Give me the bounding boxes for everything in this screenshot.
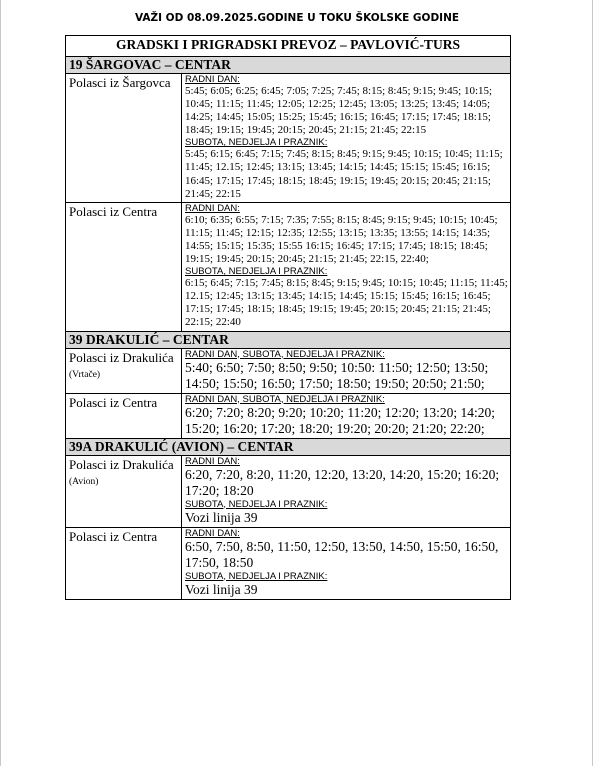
- weekend-heading: SUBOTA, NEDJELJA I PRAZNIK:: [185, 570, 328, 582]
- departure-label: Polasci iz Centra: [66, 202, 182, 331]
- departure-label: Polasci iz Centra: [66, 393, 182, 438]
- weekday-times: 6:50, 7:50, 8:50, 11:50, 12:50, 13:50, 14:50, 15:50, 16:50, 17:50, 18:50: [185, 538, 499, 570]
- weekday-times: 5:45; 6:05; 6:25; 6:45; 7:05; 7:25; 7:45; 8:15; 8:45; 9:15; 9:45; 10:15; 10:45; 11:15; 11:45; 12:05; 12:25; 12:45; 13:05; 13:25; 13:45; 14:05; 14:25; 14:45; 15:05; 15:25; 15:45; 16:15; 16:45; 17:15; 17:45; 18:15; 18:45; 19:15; 19:45; 20:15; 20:45; 21:15; 21:45; 22:15: [185, 85, 493, 137]
- line-39a-header: 39A DRAKULIĆ (AVION) – CENTAR: [66, 438, 511, 455]
- departure-times: [182, 74, 511, 203]
- timetable: [65, 35, 511, 600]
- weekend-heading: SUBOTA, NEDJELJA I PRAZNIK:: [185, 498, 328, 510]
- all-days-heading: RADNI DAN, SUBOTA, NEDJELJA I PRAZNIK:: [185, 393, 385, 405]
- departure-label: Polasci iz Drakulića (Vrtače): [66, 348, 182, 393]
- weekday-heading: RADNI DAN:: [185, 74, 240, 85]
- line-19-row-centar: [66, 202, 511, 331]
- departure-times: [182, 348, 511, 393]
- line-39-header: 39 DRAKULIĆ – CENTAR: [66, 331, 511, 348]
- line-19-row-sargovac: [66, 74, 511, 203]
- line-19-header: 19 ŠARGOVAC – CENTAR: [66, 57, 511, 74]
- departure-times: [182, 393, 511, 438]
- weekend-times: Vozi linija 39: [185, 509, 258, 525]
- all-days-heading: RADNI DAN, SUBOTA, NEDJELJA I PRAZNIK:: [185, 348, 385, 360]
- weekend-times: 5:45; 6:15; 6:45; 7:15; 7:45; 8:15; 8:45; 9:15; 9:45; 10:15; 10:45; 11:15; 11:45; 12.15; 12:45; 13:15; 13:45; 14:15; 14:45; 15:15; 15:45; 16:15; 16:45; 17:15; 17:45; 18:15; 18:45; 19:15; 19:45; 20:15; 20:45; 21:15; 21:45; 22:15: [185, 148, 503, 200]
- weekend-times: Vozi linija 39: [185, 581, 258, 597]
- line-39-row-drakulic: [66, 348, 511, 393]
- departure-times: [182, 455, 511, 527]
- line-39-row-centar: [66, 393, 511, 438]
- weekend-heading: SUBOTA, NEDJELJA I PRAZNIK:: [185, 266, 328, 278]
- weekday-heading: RADNI DAN:: [185, 527, 240, 539]
- departure-times: [182, 527, 511, 599]
- weekend-times: 6:15; 6:45; 7:15; 7:45; 8:15; 8:45; 9:15; 9:45; 10:15; 10:45; 11:15; 11:45; 12.15; 12:45; 13:15; 13:45; 14:15; 14:45; 15:15; 15:45; 16:15; 16:45; 17:15; 17:45; 18:15; 18:45; 19:15; 19:45; 20:15; 20:45; 21:15; 21:45; 22:15; 22:40: [185, 277, 508, 329]
- departure-times: [182, 202, 511, 331]
- weekday-times: 6:10; 6:35; 6:55; 7:15; 7:35; 7:55; 8:15; 8:45; 9:15; 9:45; 10:15; 10:45; 11:15; 11:45; 12:15; 12:35; 12:55; 13:15; 13:35; 13:55; 14:15; 14:35; 14:55; 15:15; 15:35; 15:55 16:15; 16:45; 17:15; 17:45; 18:15; 18:45; 19:15; 19:45; 20:15; 20:45; 21:15; 21:45; 22:15, 22:40;: [185, 213, 498, 266]
- weekday-heading: RADNI DAN:: [185, 455, 240, 467]
- line-39a-row-drakulic: [66, 455, 511, 527]
- timetable-title: GRADSKI I PRIGRADSKI PREVOZ – PAVLOVIĆ-TURS: [66, 36, 511, 57]
- all-days-times: 6:20; 7:20; 8:20; 9:20; 10:20; 11:20; 12:20; 13:20; 14:20; 15:20; 16:20; 17:20; 18:20; 19:20; 20:20; 21:20; 22:20;: [185, 404, 496, 436]
- all-days-times: 5:40; 6:50; 7:50; 8:50; 9:50; 10:50: 11:50; 12:50; 13:50; 14:50; 15:50; 16:50; 17:50; 18:50; 19:50; 20:50; 21:50;: [185, 359, 489, 391]
- validity-note: VAŽI OD 08.09.2025.GODINE U TOKU ŠKOLSKE GODINE: [134, 12, 460, 24]
- weekday-heading: RADNI DAN:: [185, 202, 240, 214]
- departure-label: Polasci iz Centra: [66, 527, 182, 599]
- weekend-heading: SUBOTA, NEDJELJA I PRAZNIK:: [185, 137, 328, 149]
- weekday-times: 6:20, 7:20, 8:20, 11:20, 12:20, 13:20, 14:20, 15:20; 16:20; 17:20; 18:20: [185, 466, 500, 498]
- departure-label: Polasci iz Drakulića (Avion): [66, 455, 182, 527]
- line-39a-row-centar: [66, 527, 511, 599]
- departure-label: Polasci iz Šargovca: [66, 74, 182, 203]
